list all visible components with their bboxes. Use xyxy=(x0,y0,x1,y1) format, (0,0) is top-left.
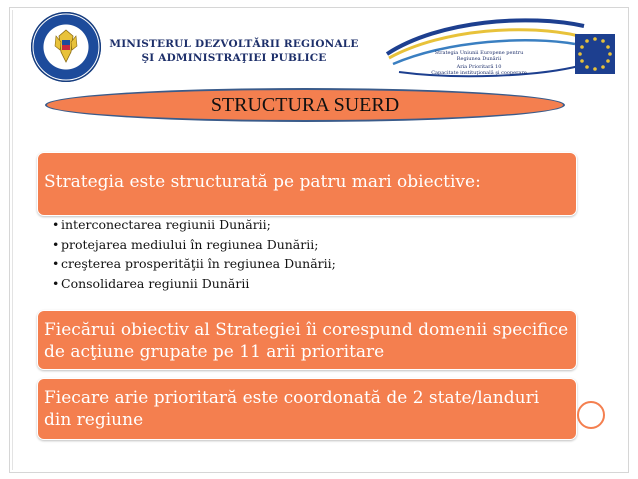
ministry-name-line-1: MINISTERUL DEZVOLTĂRII REGIONALE xyxy=(109,38,359,50)
list-item-text: creşterea prosperităţii în regiunea Dunării; xyxy=(61,256,336,271)
title-oval xyxy=(45,88,565,122)
eu-logo-line-4: Capacitate instituţională şi cooperare xyxy=(431,70,527,76)
eu-logo-line-3: Aria Prioritară 10 xyxy=(456,64,502,70)
priority-areas-box xyxy=(37,310,577,370)
objectives-list xyxy=(52,215,572,293)
list-item-text: Consolidarea regiunii Dunării xyxy=(61,275,250,291)
list-item xyxy=(52,215,572,235)
list-item xyxy=(52,274,572,294)
decorative-circle-icon xyxy=(577,401,605,429)
list-item-text: protejarea mediului în regiunea Dunării; xyxy=(61,236,319,252)
left-rule-divider xyxy=(12,10,13,470)
bullet-icon: • xyxy=(52,217,60,232)
government-emblem-graphic xyxy=(31,12,101,82)
list-item-text: interconectarea regiunii Dunării; xyxy=(61,217,271,232)
eu-logo-line-2: Regiunea Dunării xyxy=(456,56,502,62)
list-item xyxy=(52,254,572,274)
government-emblem-icon xyxy=(31,12,101,82)
coordination-text: Fiecare arie prioritară este coordonată de 2 state/landuri din regiune xyxy=(44,388,540,430)
ministry-name xyxy=(109,37,359,65)
slide-title: STRUCTURA SUERD xyxy=(210,93,400,116)
bullet-icon: • xyxy=(52,236,60,252)
eu-danube-strategy-logo xyxy=(379,14,619,84)
ministry-name-line-2: ŞI ADMINISTRAŢIEI PUBLICE xyxy=(141,52,327,64)
bullet-icon: • xyxy=(52,275,60,291)
slide-header xyxy=(14,10,626,82)
eu-logo-line-1: Strategia Uniunii Europene pentru xyxy=(434,50,524,56)
bullet-icon: • xyxy=(52,256,60,271)
objectives-heading-box xyxy=(37,152,577,216)
list-item xyxy=(52,235,572,255)
coordination-box xyxy=(37,378,577,440)
objectives-heading-text: Strategia este structurată pe patru mari obiective: xyxy=(44,172,481,192)
priority-areas-text: Fiecărui obiectiv al Strategiei îi corespund domenii specifice de acţiune grupate pe 11 arii prioritare xyxy=(44,320,569,362)
